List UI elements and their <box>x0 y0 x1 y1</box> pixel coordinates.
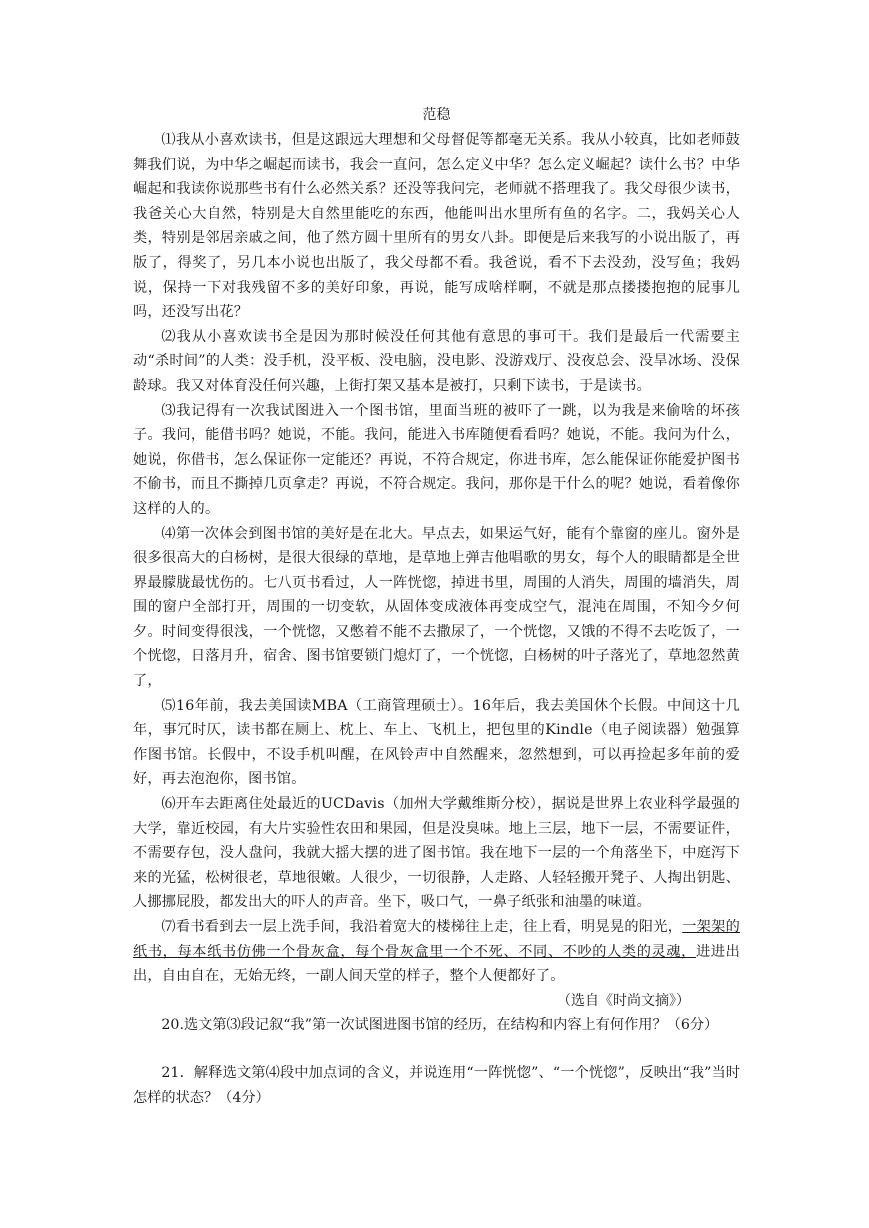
document-title: 范稳 <box>422 107 451 123</box>
paragraph-6: ⑹开车去距离住处最近的UCDavis（加州大学戴维斯分校），据说是世界上农业科学最强的大学，靠近校园，有大片实验性农田和果园，但是没臭味。地上三层，地下一层，不需要证件，不需要存包，没人盘问，我就大摇大摆的进了图书馆。我在地下一层的一个角落坐下，中庭泻下来的光猛，松树很老，草地很嫩。人很少，一切很静，人走路、人轻轻搬开凳子、人掏出钥匙、人挪挪屁股，都发出大的吓人的声音。坐下，吸口气，一鼻子纸张和油墨的味道。 <box>133 796 740 911</box>
paragraph-7-lead: ⑺看书看到去一层上洗手间，我沿着宽大的楼梯往上走，往上看，明晃晃的阳光， <box>161 919 683 935</box>
answer-space <box>133 1037 740 1061</box>
question-20: 20.选文第⑶段记叙“我”第一次试图进图书馆的经历，在结构和内容上有何作用？（6分） <box>161 1016 719 1033</box>
paragraph-7 <box>133 915 740 989</box>
paragraph-1: ⑴我从小喜欢读书，但是这跟远大理想和父母督促等都毫无关系。我从小较真，比如老师鼓舞我们说，为中华之崛起而读书，我会一直问，怎么定义中华？怎么定义崛起？读什么书？中华崛起和我读你说那些书有什么必然关系？还没等我问完，老师就不搭理我了。我父母很少读书，我爸关心大自然，特别是大自然里能吃的东西，他能叫出水里所有鱼的名字。二，我妈关心人类，特别是邻居亲戚之间，他了然方圆十里所有的男女八卦。即便是后来我写的小说出版了，再版了，得奖了，另几本小说也出版了，我父母都不看。我爸说，看不下去没劲，没写鱼；我妈说，保持一下对我残留不多的美好印象，再说，能写成啥样啊，不就是那点搂搂抱抱的屁事儿吗，还没写出花？ <box>133 132 740 321</box>
document-page <box>133 104 740 1111</box>
paragraph-5: ⑸16年前，我去美国读MBA（工商管理硕士）。16年后，我去美国休个长假。中间这十几年，事冗时仄，读书都在厕上、枕上、车上、飞机上，把包里的Kindle（电子阅读器）勉强算作图书馆。长假中，不设手机叫醒，在风铃声中自然醒来，忽然想到，可以再捡起多年前的爱好，再去泡泡你，图书馆。 <box>133 697 740 788</box>
paragraph-7-tail: 进进出出，自由自在，无始无终，一副人间天堂的样子，整个人便都好了。 <box>133 943 740 985</box>
source-citation: （选自《时尚文摘》） <box>557 992 690 1009</box>
paragraph-3: ⑶我记得有一次我试图进入一个图书馆，里面当班的被吓了一跳，以为我是来偷啥的坏孩子。我问，能借书吗？她说，不能。我问，能进入书库随便看看吗？她说，不能。我问为什么，她说，你借书，怎么保证你一定能还？再说，不符合规定，你进书库，怎么能保证你能爱护图书不偷书，而且不撕掉几页拿走？再说，不符合规定。我问，那你是干什么的呢？她说，看着像你这样的人的。 <box>133 402 740 517</box>
paragraph-2: ⑵我从小喜欢读书全是因为那时候没任何其他有意思的事可干。我们是最后一代需要主动“杀时间”的人类：没手机，没平板、没电脑，没电影、没游戏厅、没夜总会、没旱冰场、没保龄球。我又对体育没任何兴趣，上街打架又基本是被打，只剩下读书，于是读书。 <box>133 328 740 394</box>
underlined-sentence: 一架架的纸书，每本纸书仿佛一个骨灰盒，每个骨灰盒里一个不死、不同、不吵的人类的灵魂， <box>133 919 740 960</box>
paragraph-4: ⑷第一次体会到图书馆的美好是在北大。早点去，如果运气好，能有个靠窗的座儿。窗外是很多很高大的白杨树，是很大很绿的草地，是草地上弹吉他唱歌的男女，每个人的眼睛都是全世界最朦胧最忧伤的。七八页书看过，人一阵恍惚，掉进书里，周围的人消失，周围的墙消失，周围的窗户全部打开，周围的一切变软，从固体变成液体再变成空气，混沌在周围，不知今夕何夕。时间变得很浅，一个恍惚，又憋着不能不去撒尿了，一个恍惚，又饿的不得不去吃饭了，一个恍惚，日落月升，宿舍、图书馆要锁门熄灯了，一个恍惚，白杨树的叶子落光了，草地忽然黄了， <box>133 525 740 690</box>
question-21: 21．解释选文第⑷段中加点词的含义，并说连用“一阵恍惚”、“一个恍惚”，反映出“我”当时怎样的状态？（4分） <box>133 1065 740 1106</box>
